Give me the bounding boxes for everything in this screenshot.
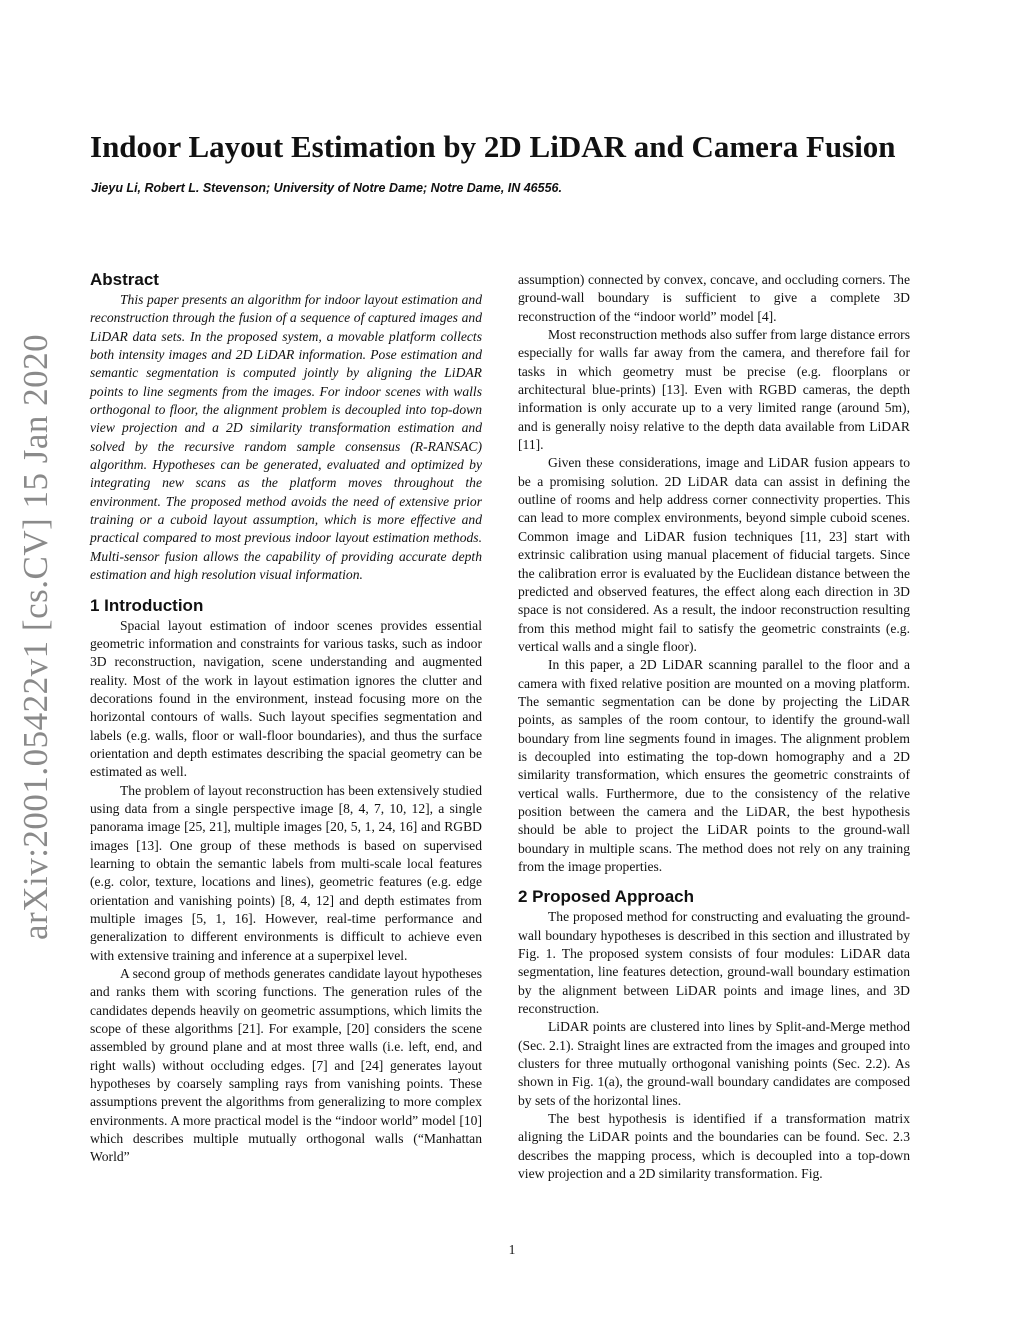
intro-paragraph: Spacial layout estimation of indoor scenes provides essential geometric information and constraints for various tasks, such as indoor 3D reconstruction, navigation, scene understanding and augmented reality. Most of the work in layout estimation ignores the clutter and decorations found in the environment, instead focusing more on the horizontal contours of walls. Such layout specifies segmentation and labels (e.g. walls, floor or wall-floor boundaries), and thus the surface orientation and depth estimates describing the spacial geometry can be estimated as well. [90, 617, 482, 780]
intro-paragraph: The problem of layout reconstruction has been extensively studied using data from a single perspective image [8, 4, 7, 10, 12], a single panorama image [25, 21], multiple images [20, 5, 1, 24, 16] and RGBD images [13]. One group of these methods is based on supervised learning to obtain the semantic labels from multi-scale local features (e.g. color, texture, locations and lines), geometric features (e.g. edge orientation and vanishing points) [8, 4, 12] and depth estimates from multiple images [5, 1, 16]. However, real-time performance and generalization to different environments is difficult to achieve even with extensive training and inference at a superpixel level. [90, 782, 482, 963]
introduction-heading: 1 Introduction [90, 595, 204, 615]
author-line: Jieyu Li, Robert L. Stevenson; University of Notre Dame; Notre Dame, IN 46556. [91, 181, 562, 195]
arxiv-identifier[interactable]: arXiv:2001.05422v1 [cs.CV] 15 Jan 2020 [16, 333, 55, 940]
proposed-approach-heading: 2 Proposed Approach [518, 887, 695, 907]
intro-paragraph: Most reconstruction methods also suffer from large distance errors especially for walls far away from the camera, and therefore fail for tasks in which geometry must be precise (e.g. floorplans or architectural blue-prints) [13]. Even with RGBD cameras, the depth information is only accurate up to a very limited range (around 5m), and is generally noisy relative to the depth data available from LiDAR [11]. [518, 327, 910, 453]
left-column [90, 270, 482, 1167]
abstract-text: This paper presents an algorithm for indoor layout estimation and reconstruction through the fusion of a sequence of captured images and LiDAR data sets. In the proposed system, a movable platform collects both intensity images and 2D LiDAR information. Pose estimation and semantic segmentation is computed jointly by aligning the LiDAR points to line segments from the images. For indoor scenes with walls orthogonal to floor, the alignment problem is decoupled into top-down view projection and a 2D similarity transformation estimation and solved by the recursive random sample consensus (R-RANSAC) algorithm. Hypotheses can be generated, evaluated and optimized by integrating new scans as the platform moves throughout the environment. The proposed method avoids the need of extensive prior training or a cuboid layout assumption, which is more effective and practical compared to most previous indoor layout estimation methods. Multi-sensor fusion allows the capability of providing accurate depth estimation and high resolution visual information. [90, 292, 482, 583]
approach-paragraph: LiDAR points are clustered into lines by Split-and-Merge method (Sec. 2.1). Straight lines are extracted from the images and grouped into clusters for three mutually orthogonal vanishing points (Sec. 2.2). As shown in Fig. 1(a), the ground-wall boundary candidates are composed by sets of the horizontal lines. [518, 1019, 910, 1108]
intro-paragraph: Given these considerations, image and LiDAR fusion appears to be a promising solution. 2D LiDAR data can assist in defining the outline of rooms and help address corner connectivity properties. This can lead to more complex environments, beyond simple cuboid scenes. Common image and LiDAR fusion techniques [11, 23] start with extrinsic calibration using manual placement of fiducial targets. Since the calibration error is evaluated by the Euclidean distance between the predicted and observed features, the effect along each direction in 3D space is not considered. As a result, the indoor reconstruction resulting from this method might fail to satisfy the geometric constraints (e.g. vertical walls and a single floor). [518, 455, 910, 654]
intro-continuation: assumption) connected by convex, concave, and occluding corners. The ground-wall boundary is sufficient to give a complete 3D reconstruction of the “indoor world” model [4]. [518, 272, 910, 324]
approach-paragraph: The best hypothesis is identified if a transformation matrix aligning the LiDAR points and the boundaries can be found. Sec. 2.3 describes the mapping process, which is decoupled into a top-down view projection and a 2D similarity transformation. Fig. [518, 1111, 910, 1182]
paper-title: Indoor Layout Estimation by 2D LiDAR and Camera Fusion [90, 129, 896, 164]
intro-paragraph: In this paper, a 2D LiDAR scanning parallel to the floor and a camera with fixed relative position are mounted on a moving platform. The semantic segmentation can be done by projecting the LiDAR points, as samples of the room contour, to identify the ground-wall boundary from line segments found in images. The alignment problem is decoupled into estimating the top-down homography and a 2D similarity transformation, which ensures the geometric constraints of vertical walls. Furthermore, due to the consistency of the relative position between the camera and the LiDAR, the best hypothesis should be able to project the LiDAR points to the ground-wall boundary in multiple scans. The method does not rely on any training from the image properties. [518, 657, 910, 874]
right-column [518, 271, 910, 1184]
intro-paragraph: A second group of methods generates candidate layout hypotheses and ranks them with scoring functions. The generation rules of the candidates depends heavily on geometric assumptions, which limits the scope of these algorithms [21]. For example, [20] considers the scene assembled by ground plane and at most three walls (i.e. left, end, and right walls) without occluding edges. [7] and [24] generates layout hypotheses by coarsely sampling rays from vanishing points. These assumptions prevent the algorithms from generalizing to more complex environments. A more practical model is the “indoor world” model [10] which describes multiple mutually orthogonal walls (“Manhattan World” [90, 966, 482, 1165]
section-spacer [518, 876, 910, 887]
page-number: 1 [508, 1242, 516, 1257]
approach-paragraph: The proposed method for constructing and evaluating the ground-wall boundary hypotheses is described in this section and illustrated by Fig. 1. The proposed system consists of four modules: LiDAR data segmentation, line features detection, ground-wall boundary estimation by the alignment between LiDAR points and image lines, and 3D reconstruction. [518, 909, 910, 1017]
section-spacer [90, 585, 482, 596]
abstract-heading: Abstract [90, 270, 159, 289]
